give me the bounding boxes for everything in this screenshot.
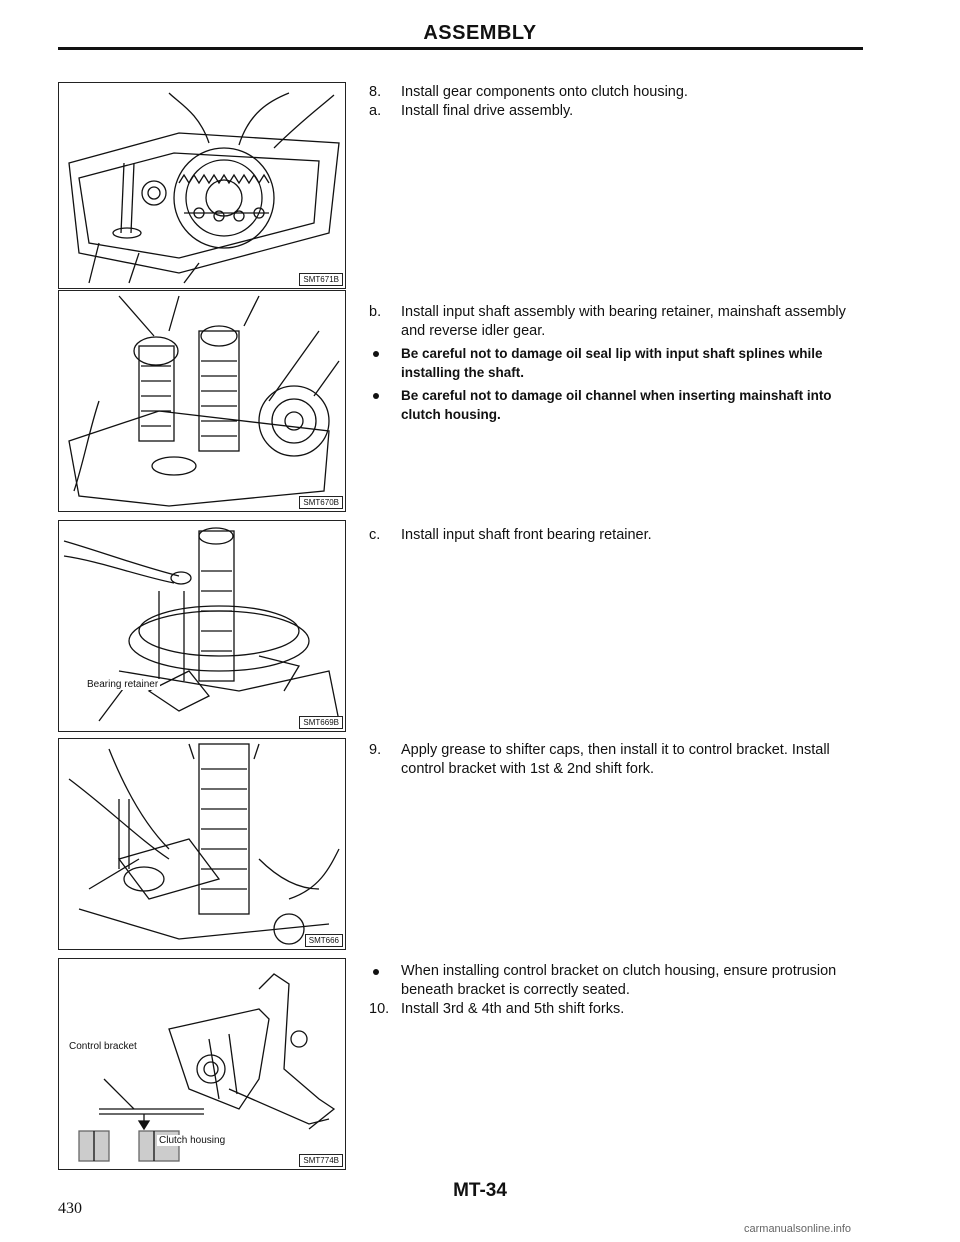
header-rule — [58, 47, 863, 50]
step-8 — [369, 83, 869, 102]
control-bracket-label: Control bracket — [69, 1041, 137, 1052]
input-shaft-illustration — [59, 291, 345, 511]
figure-control-bracket-seating — [58, 958, 346, 1170]
bearing-retainer-illustration — [59, 521, 345, 731]
clutch-housing-label: Clutch housing — [159, 1135, 226, 1146]
step-9 — [369, 741, 869, 779]
bullet-icon — [373, 969, 379, 975]
bullet-icon — [373, 351, 379, 357]
step-marker: 9. — [369, 742, 382, 758]
figure-input-shaft — [58, 290, 346, 512]
page-number: MT-34 — [453, 1180, 507, 1201]
step-text: Be careful not to damage oil channel when inserting mainshaft into clutch housing. — [401, 388, 832, 422]
step-text: Install gear components onto clutch housing. — [401, 84, 688, 100]
bearing-retainer-label: Bearing retainer — [87, 679, 159, 690]
step-marker: c. — [369, 527, 381, 543]
step-text: Be careful not to damage oil seal lip with input shaft splines while installing the shaft. — [401, 346, 823, 380]
step-text: Install 3rd & 4th and 5th shift forks. — [401, 1001, 625, 1017]
step-8c — [369, 526, 869, 545]
step-text: Apply grease to shifter caps, then install it to control bracket. Install control bracket with 1st & 2nd shift fork. — [401, 742, 830, 777]
step-marker: 8. — [369, 84, 382, 100]
manual-page-number: 430 — [58, 1200, 82, 1217]
figure-control-bracket-install — [58, 738, 346, 950]
step-text: Install final drive assembly. — [401, 103, 574, 119]
watermark: carmanualsonline.info — [744, 1223, 852, 1235]
step-marker: a. — [369, 103, 382, 119]
note-control-bracket — [369, 962, 869, 1000]
shift-fork-illustration — [59, 739, 345, 949]
step-8b — [369, 303, 869, 341]
caution-oil-channel — [369, 386, 869, 424]
final-drive-illustration — [59, 83, 345, 288]
figure-code: SMT670B — [299, 496, 343, 509]
figure-code: SMT666 — [305, 934, 343, 947]
figure-bearing-retainer — [58, 520, 346, 732]
figure-code: SMT671B — [299, 273, 343, 286]
bullet-icon — [373, 393, 379, 399]
step-8a — [369, 102, 869, 121]
caution-oil-seal-lip — [369, 344, 869, 382]
step-marker: 10. — [369, 1001, 390, 1017]
figure-code: SMT774B — [299, 1154, 343, 1167]
step-text: Install input shaft front bearing retainer. — [401, 527, 652, 543]
step-text: When installing control bracket on clutch housing, ensure protrusion beneath bracket is correctly seated. — [401, 963, 837, 998]
figure-code: SMT669B — [299, 716, 343, 729]
step-text: Install input shaft assembly with bearing retainer, mainshaft assembly and reverse idler gear. — [401, 304, 846, 339]
figure-final-drive — [58, 82, 346, 289]
step-10 — [369, 1000, 869, 1019]
page-title: ASSEMBLY — [423, 22, 537, 44]
step-marker: b. — [369, 304, 382, 320]
